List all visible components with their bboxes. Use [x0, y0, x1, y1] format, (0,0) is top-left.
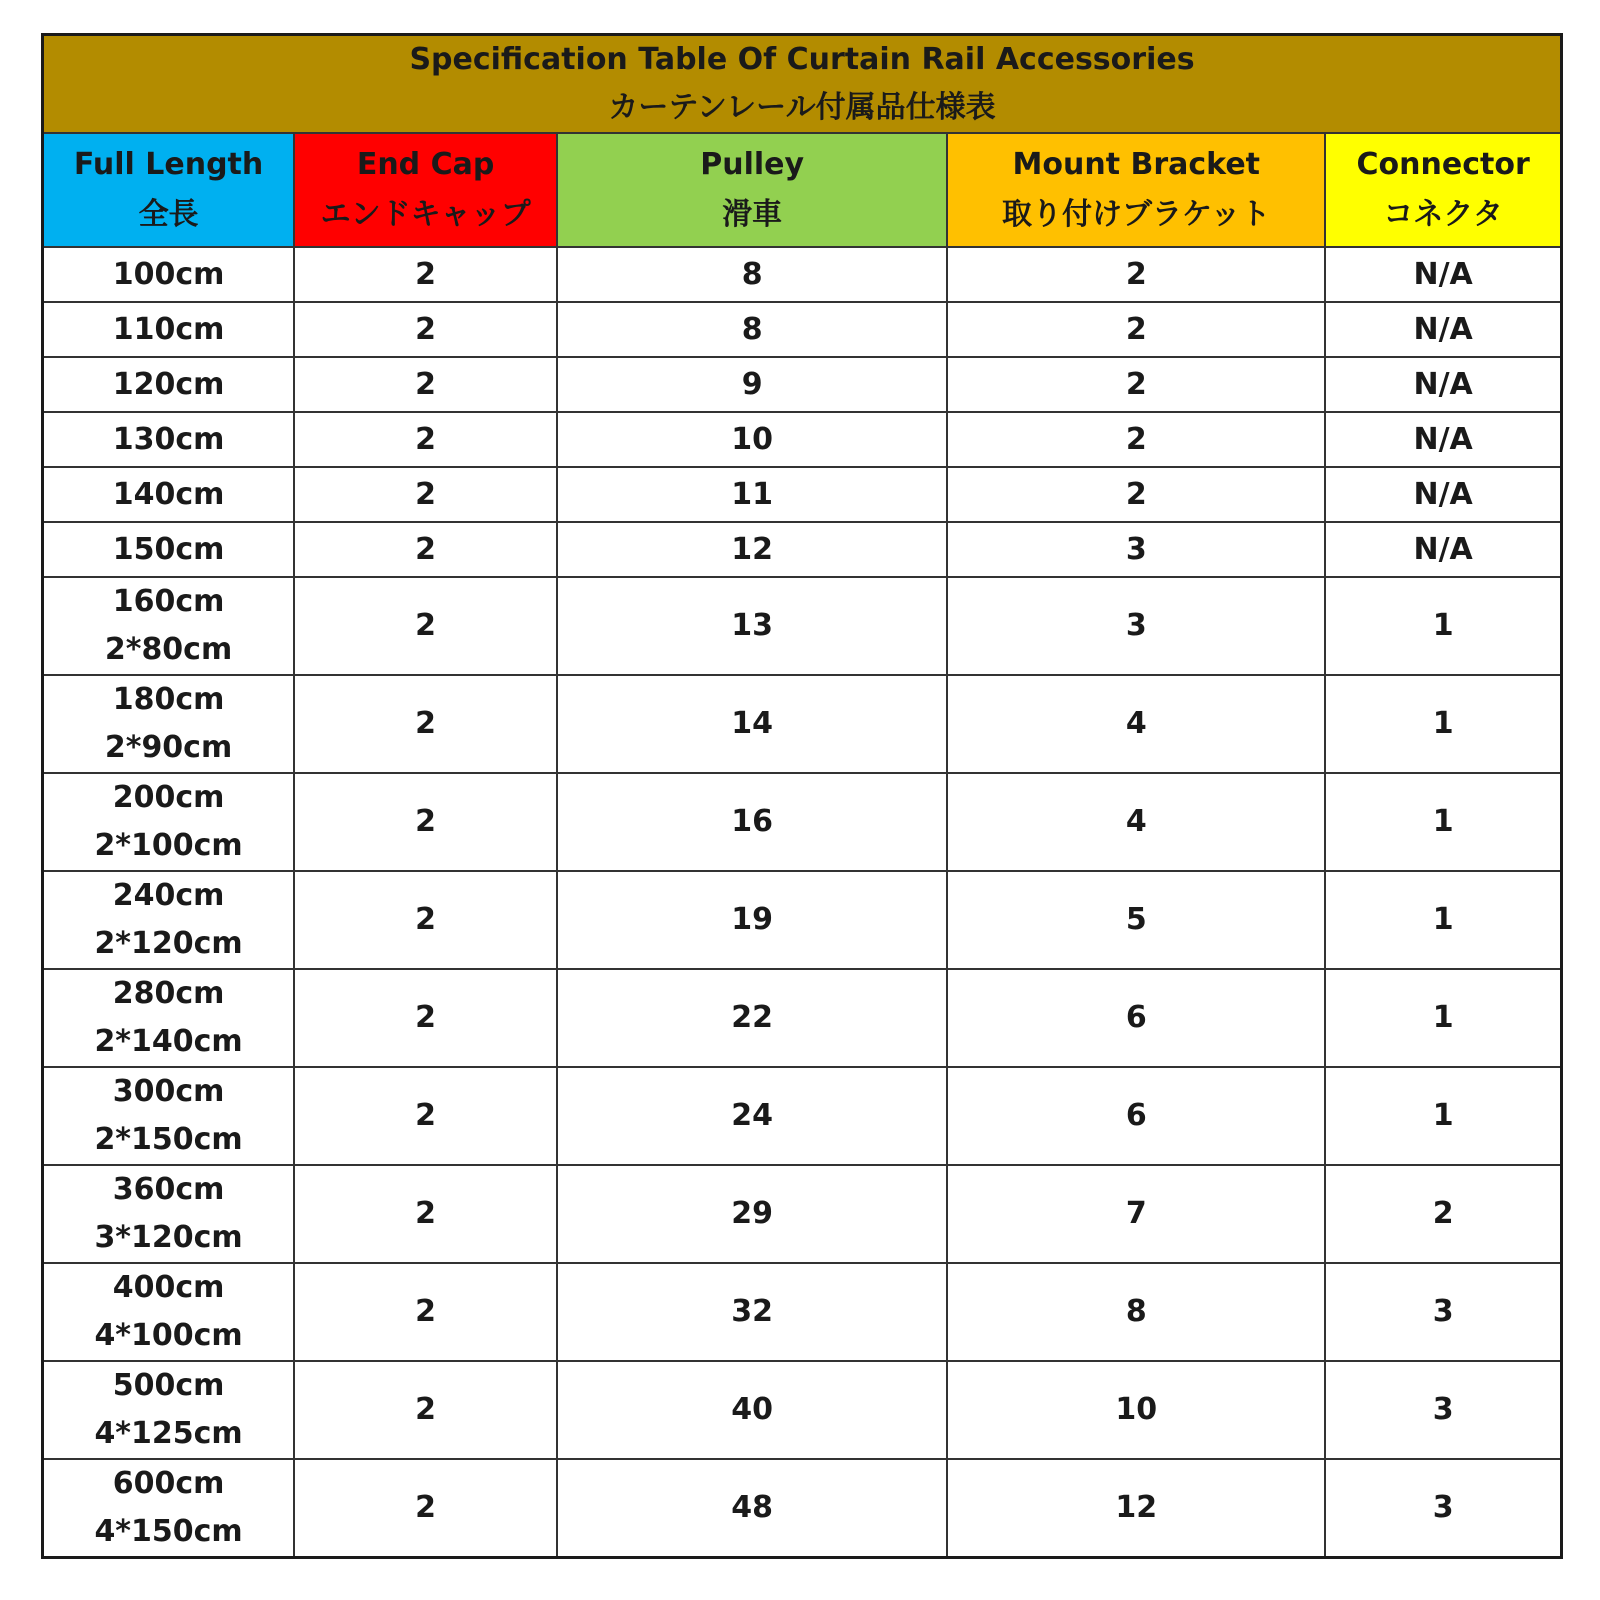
table-row	[43, 773, 1562, 871]
cell-mount-bracket: 8	[947, 1263, 1325, 1361]
header-end-cap	[294, 133, 557, 247]
table-title-en: Specification Table Of Curtain Rail Accessories	[409, 42, 1195, 77]
cell-pulley: 29	[557, 1165, 947, 1263]
header-connector-en: Connector	[1356, 147, 1530, 182]
cell-full-length	[43, 412, 295, 467]
cell-connector: N/A	[1325, 412, 1561, 467]
cell-end-cap: 2	[294, 1459, 557, 1558]
cell-pulley: 48	[557, 1459, 947, 1558]
cell-end-cap: 2	[294, 412, 557, 467]
cell-full-length	[43, 1263, 295, 1361]
cell-pulley: 22	[557, 969, 947, 1067]
table-row	[43, 467, 1562, 522]
table-row	[43, 247, 1562, 302]
cell-mount-bracket: 3	[947, 577, 1325, 675]
table-title	[43, 35, 1562, 134]
cell-connector: 3	[1325, 1361, 1561, 1459]
cell-full-length	[43, 1067, 295, 1165]
cell-end-cap: 2	[294, 1361, 557, 1459]
cell-full-length	[43, 1459, 295, 1558]
table-row	[43, 522, 1562, 577]
cell-connector: 2	[1325, 1165, 1561, 1263]
table-row	[43, 675, 1562, 773]
cell-connector: N/A	[1325, 302, 1561, 357]
table-row	[43, 871, 1562, 969]
full-length-value: 120cm	[112, 366, 225, 402]
full-length-value: 130cm	[112, 421, 225, 457]
table-body	[43, 247, 1562, 1558]
header-full-length-en: Full Length	[73, 147, 264, 182]
header-full-length	[43, 133, 295, 247]
full-length-value: 100cm	[112, 256, 225, 292]
cell-end-cap: 2	[294, 773, 557, 871]
cell-pulley: 8	[557, 302, 947, 357]
full-length-value: 360cm	[112, 1172, 225, 1207]
cell-end-cap: 2	[294, 467, 557, 522]
cell-end-cap: 2	[294, 302, 557, 357]
table-row	[43, 412, 1562, 467]
cell-connector: 1	[1325, 969, 1561, 1067]
full-length-value: 600cm	[112, 1466, 225, 1501]
cell-mount-bracket: 2	[947, 467, 1325, 522]
full-length-value: 300cm	[112, 1074, 225, 1109]
full-length-value: 160cm	[112, 584, 225, 619]
full-length-value: 180cm	[112, 682, 225, 717]
cell-end-cap: 2	[294, 871, 557, 969]
cell-connector: N/A	[1325, 467, 1561, 522]
cell-connector: 1	[1325, 871, 1561, 969]
rail-pieces-value: 2*90cm	[104, 730, 233, 765]
cell-full-length	[43, 773, 295, 871]
table-row	[43, 1067, 1562, 1165]
cell-full-length	[43, 871, 295, 969]
header-row	[43, 133, 1562, 247]
cell-end-cap: 2	[294, 1067, 557, 1165]
header-end-cap-en: End Cap	[356, 147, 495, 182]
table-row	[43, 1165, 1562, 1263]
full-length-value: 280cm	[112, 976, 225, 1011]
cell-full-length	[43, 522, 295, 577]
cell-full-length	[43, 969, 295, 1067]
rail-pieces-value: 2*80cm	[104, 632, 233, 667]
cell-end-cap: 2	[294, 577, 557, 675]
cell-full-length	[43, 675, 295, 773]
header-end-cap-ja: エンドキャップ	[320, 197, 531, 232]
header-mount-bracket-ja: 取り付けブラケット	[1002, 197, 1271, 232]
cell-connector: 1	[1325, 577, 1561, 675]
header-full-length-ja: 全長	[138, 197, 199, 232]
full-length-value: 140cm	[112, 476, 225, 512]
rail-pieces-value: 4*100cm	[94, 1318, 243, 1353]
header-pulley-en: Pulley	[700, 147, 805, 182]
cell-pulley: 24	[557, 1067, 947, 1165]
cell-full-length	[43, 577, 295, 675]
cell-mount-bracket: 4	[947, 773, 1325, 871]
rail-pieces-value: 2*120cm	[94, 926, 243, 961]
cell-connector: 3	[1325, 1263, 1561, 1361]
specification-table	[41, 33, 1563, 1559]
full-length-value: 500cm	[112, 1368, 225, 1403]
cell-connector: 3	[1325, 1459, 1561, 1558]
cell-end-cap: 2	[294, 969, 557, 1067]
rail-pieces-value: 4*150cm	[94, 1514, 243, 1549]
full-length-value: 240cm	[112, 878, 225, 913]
cell-connector: 1	[1325, 773, 1561, 871]
cell-mount-bracket: 2	[947, 302, 1325, 357]
cell-full-length	[43, 357, 295, 412]
cell-end-cap: 2	[294, 247, 557, 302]
cell-end-cap: 2	[294, 1165, 557, 1263]
cell-pulley: 11	[557, 467, 947, 522]
cell-connector: N/A	[1325, 357, 1561, 412]
cell-pulley: 32	[557, 1263, 947, 1361]
cell-pulley: 9	[557, 357, 947, 412]
cell-full-length	[43, 1165, 295, 1263]
cell-full-length	[43, 302, 295, 357]
cell-pulley: 14	[557, 675, 947, 773]
cell-pulley: 19	[557, 871, 947, 969]
rail-pieces-value: 2*100cm	[94, 828, 243, 863]
cell-pulley: 40	[557, 1361, 947, 1459]
cell-mount-bracket: 2	[947, 412, 1325, 467]
full-length-value: 200cm	[112, 780, 225, 815]
cell-pulley: 12	[557, 522, 947, 577]
cell-mount-bracket: 6	[947, 1067, 1325, 1165]
header-connector-ja: コネクタ	[1383, 197, 1503, 232]
header-connector	[1325, 133, 1561, 247]
cell-full-length	[43, 247, 295, 302]
cell-pulley: 13	[557, 577, 947, 675]
cell-connector: 1	[1325, 675, 1561, 773]
cell-mount-bracket: 3	[947, 522, 1325, 577]
rail-pieces-value: 2*150cm	[94, 1122, 243, 1157]
header-mount-bracket	[947, 133, 1325, 247]
cell-full-length	[43, 467, 295, 522]
cell-mount-bracket: 4	[947, 675, 1325, 773]
table-row	[43, 577, 1562, 675]
cell-end-cap: 2	[294, 675, 557, 773]
cell-pulley: 16	[557, 773, 947, 871]
cell-pulley: 8	[557, 247, 947, 302]
cell-connector: N/A	[1325, 247, 1561, 302]
cell-mount-bracket: 7	[947, 1165, 1325, 1263]
cell-end-cap: 2	[294, 357, 557, 412]
table-row	[43, 302, 1562, 357]
full-length-value: 110cm	[112, 311, 225, 347]
table-row	[43, 1459, 1562, 1558]
cell-full-length	[43, 1361, 295, 1459]
header-pulley-ja: 滑車	[722, 197, 783, 232]
full-length-value: 150cm	[112, 531, 225, 567]
cell-end-cap: 2	[294, 522, 557, 577]
rail-pieces-value: 2*140cm	[94, 1024, 243, 1059]
rail-pieces-value: 3*120cm	[94, 1220, 243, 1255]
table-row	[43, 969, 1562, 1067]
cell-mount-bracket: 12	[947, 1459, 1325, 1558]
cell-connector: N/A	[1325, 522, 1561, 577]
cell-mount-bracket: 10	[947, 1361, 1325, 1459]
header-pulley	[557, 133, 947, 247]
table-row	[43, 1361, 1562, 1459]
cell-mount-bracket: 6	[947, 969, 1325, 1067]
header-mount-bracket-en: Mount Bracket	[1012, 147, 1261, 182]
cell-pulley: 10	[557, 412, 947, 467]
cell-connector: 1	[1325, 1067, 1561, 1165]
full-length-value: 400cm	[112, 1270, 225, 1305]
title-row	[43, 35, 1562, 134]
cell-mount-bracket: 5	[947, 871, 1325, 969]
table-title-ja: カーテンレール付属品仕様表	[608, 90, 996, 125]
table-row	[43, 1263, 1562, 1361]
table-row	[43, 357, 1562, 412]
cell-mount-bracket: 2	[947, 247, 1325, 302]
cell-mount-bracket: 2	[947, 357, 1325, 412]
cell-end-cap: 2	[294, 1263, 557, 1361]
rail-pieces-value: 4*125cm	[94, 1416, 243, 1451]
